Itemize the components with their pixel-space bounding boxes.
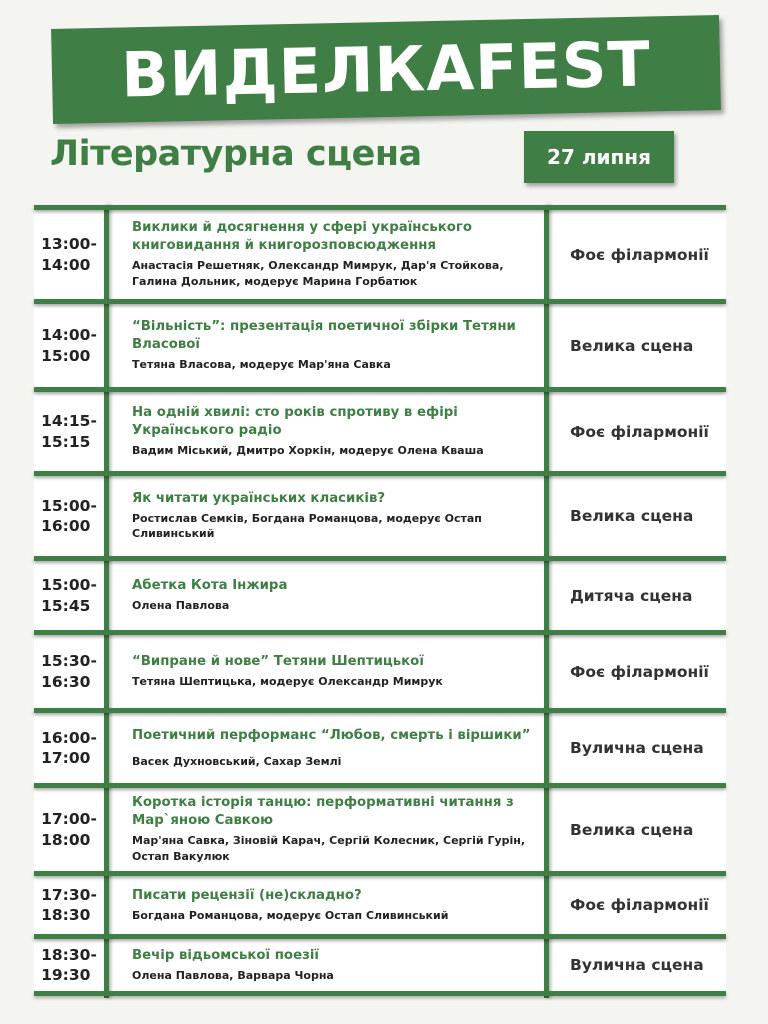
- schedule-row: [34, 304, 726, 387]
- time-cell: [34, 713, 104, 783]
- time-cell: [34, 304, 104, 387]
- start-time: 15:30-: [41, 652, 97, 671]
- end-time: 19:30: [41, 966, 91, 984]
- event-cell: [132, 713, 540, 783]
- stage-cell: Фоє філармонії: [570, 245, 709, 264]
- start-time: 14:00-: [41, 326, 97, 345]
- stage-cell: Дитяча сцена: [570, 586, 693, 605]
- event-cell: [132, 635, 540, 708]
- event-title: Коротка історія танцю: перформативні читання з Мар`яною Савкою: [132, 795, 514, 829]
- schedule-row: [34, 476, 726, 556]
- end-time: 15:45: [41, 596, 91, 615]
- stage-cell: Вулична сцена: [570, 956, 704, 974]
- event-cell: [132, 939, 540, 991]
- time-cell: [34, 476, 104, 556]
- event-speakers: Тетяна Шептицька, модерує Олександр Мимрук: [132, 675, 443, 688]
- event-speakers: Олена Павлова, Варвара Чорна: [132, 968, 334, 982]
- schedule-row: [34, 713, 726, 783]
- end-time: 15:15: [41, 432, 91, 451]
- event-cell: [132, 876, 540, 934]
- event-cell: [132, 304, 540, 387]
- time-cell: [34, 788, 104, 871]
- start-time: 16:00-: [41, 728, 97, 747]
- time-cell: [34, 392, 104, 471]
- stage-cell: Вулична сцена: [570, 739, 704, 757]
- event-speakers: Мар'яна Савка, Зіновій Карач, Сергій Колесник, Сергій Гурін, Остап Вакулюк: [132, 834, 526, 863]
- event-title: Виклики й досягнення у сфері українського книговидання й книгорозповсюдження: [132, 220, 472, 254]
- date-label: 27 липня: [547, 145, 651, 169]
- schedule-row: [34, 392, 726, 471]
- end-time: 18:00: [41, 830, 91, 849]
- end-time: 16:30: [41, 672, 91, 691]
- end-time: 14:00: [41, 255, 91, 274]
- row-divider: [34, 991, 726, 996]
- event-speakers: Тетяна Власова, модерує Мар'яна Савка: [132, 357, 391, 371]
- time-cell: [34, 561, 104, 630]
- schedule-row: [34, 939, 726, 991]
- start-time: 17:00-: [41, 810, 97, 829]
- event-speakers: Олена Павлова: [132, 599, 230, 612]
- time-cell: [34, 635, 104, 708]
- schedule-row: [34, 635, 726, 708]
- start-time: 18:30-: [41, 945, 97, 964]
- event-title: “Вільність”: презентація поетичної збірки Тетяни Власової: [132, 319, 516, 353]
- event-title: “Випране й нове” Тетяни Шептицької: [132, 654, 424, 670]
- event-speakers: Вадим Міський, Дмитро Хоркін, модерує Олена Кваша: [132, 443, 484, 457]
- stage-cell: Велика сцена: [570, 820, 694, 839]
- end-time: 18:30: [41, 906, 91, 924]
- festival-banner: [51, 15, 721, 124]
- event-cell: [132, 561, 540, 630]
- schedule-row: [34, 210, 726, 299]
- end-time: 15:00: [41, 346, 91, 365]
- stage-cell: Фоє філармонії: [570, 422, 709, 441]
- start-time: 14:15-: [41, 412, 97, 431]
- stage-cell: Фоє філармонії: [570, 662, 709, 681]
- schedule-table: [34, 205, 726, 998]
- event-speakers: Анастасія Решетняк, Олександр Мимрук, Дар'я Стойкова, Галина Дольник, модерує Марина Горбатюк: [132, 259, 504, 288]
- start-time: 17:30-: [41, 885, 97, 904]
- event-title: Писати рецензії (не)складно?: [132, 887, 362, 903]
- festival-title: ВИДЕЛКАFEST: [120, 26, 652, 112]
- start-time: 15:00-: [41, 576, 97, 595]
- event-speakers: Ростислав Семків, Богдана Романцова, модерує Остап Сливинський: [132, 511, 482, 541]
- stage-cell: Велика сцена: [570, 336, 694, 355]
- event-cell: [132, 476, 540, 556]
- start-time: 13:00-: [41, 235, 97, 254]
- time-cell: [34, 210, 104, 299]
- date-badge: [524, 131, 674, 183]
- event-title: На одній хвилі: сто років спротиву в ефірі Українського радіо: [132, 405, 458, 439]
- event-title: Абетка Кота Інжира: [132, 578, 288, 594]
- event-cell: [132, 210, 540, 299]
- schedule-row: [34, 561, 726, 630]
- time-cell: [34, 876, 104, 934]
- event-speakers: Васек Духновський, Сахар Землі: [132, 754, 342, 768]
- time-cell: [34, 939, 104, 991]
- schedule-row: [34, 788, 726, 871]
- end-time: 17:00: [41, 749, 91, 767]
- stage-title: Літературна сцена: [50, 134, 422, 174]
- end-time: 16:00: [41, 517, 91, 535]
- stage-cell: Фоє філармонії: [570, 896, 709, 914]
- event-title: Вечір відьомської поезії: [132, 947, 319, 963]
- stage-cell: Велика сцена: [570, 507, 694, 525]
- event-cell: [132, 392, 540, 471]
- event-title: Як читати українських класиків?: [132, 490, 386, 506]
- event-cell: [132, 788, 540, 871]
- event-speakers: Богдана Романцова, модерує Остап Сливинський: [132, 908, 449, 922]
- event-title: Поетичний перформанс “Любов, смерть і віршики”: [132, 727, 531, 743]
- start-time: 15:00-: [41, 496, 97, 515]
- schedule-row: [34, 876, 726, 934]
